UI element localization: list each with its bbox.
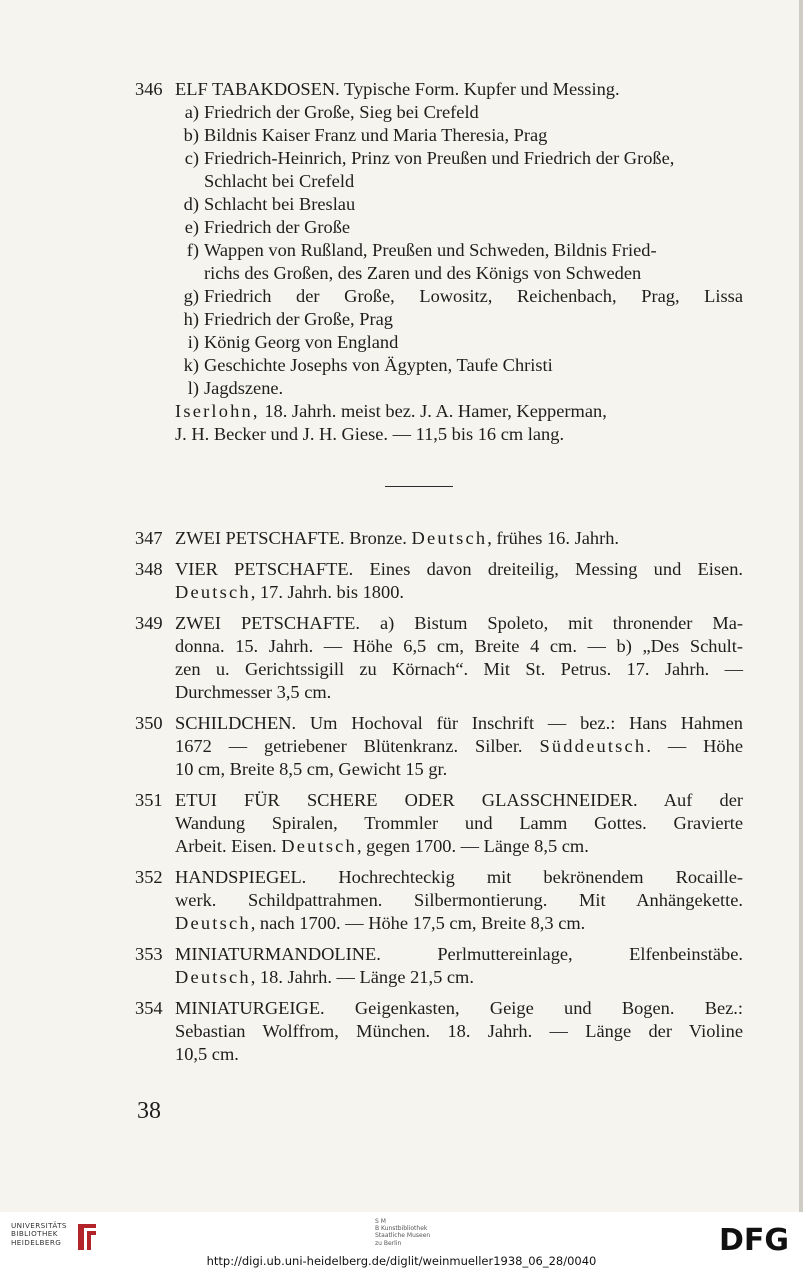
entry-text: VIER PETSCHAFTE. Eines davon dreiteilig, Messing und Eisen. [175, 559, 743, 579]
spaced-origin: Deutsch [281, 836, 357, 856]
sub-item [175, 239, 743, 285]
entry-line [175, 1043, 743, 1066]
entry-text: , gegen 1700. — Länge 8,5 cm. [356, 836, 589, 856]
catalog-entry-349 [135, 612, 743, 704]
sub-item-line: Friedrich der Große, Prag [204, 309, 393, 329]
sub-item-line: Friedrich der Große [204, 217, 351, 237]
sub-item-label: l) [187, 378, 199, 398]
entry-text: , 18. Jahrh. — Länge 21,5 cm. [250, 967, 474, 987]
sub-item-label: i) [187, 332, 199, 352]
spaced-origin: Deutsch [175, 913, 251, 933]
sub-item-line: Bildnis Kaiser Franz und Maria Theresia, Prag [204, 125, 548, 145]
entry-gap [135, 781, 743, 789]
stamp-line: B Kunstbibliothek [375, 1225, 428, 1233]
stamp-line: zu Berlin [375, 1239, 402, 1247]
entry-line [175, 758, 743, 781]
entry-gap [135, 935, 743, 943]
entry-text: werk. Schildpattrahmen. Silbermontierung. Mit Anhängekette. [175, 890, 743, 910]
entry-text: SCHILDCHEN. Um Hochoval für Inschrift — bez.: Hans Hahmen [175, 713, 743, 733]
sub-item-line: Friedrich-Heinrich, Prinz von Preußen und Friedrich der Große, [204, 148, 675, 168]
catalog-entry-352 [135, 866, 743, 935]
catalog-entry-351 [135, 789, 743, 858]
entry-text: Sebastian Wolffrom, München. 18. Jahrh. — Länge der Violine [175, 1021, 743, 1041]
spaced-origin: Süddeutsch [539, 736, 647, 756]
entry-line [175, 658, 743, 681]
sub-item [175, 101, 743, 124]
entry-line [175, 612, 743, 635]
university-line: HEIDELBERG [11, 1237, 62, 1247]
entry-line [175, 966, 743, 989]
sub-item [175, 354, 743, 377]
entry-line [175, 889, 743, 912]
entry-number: 349 [135, 613, 163, 633]
entry-line [175, 635, 743, 658]
entry-text: Arbeit. Eisen. [175, 836, 282, 856]
entry-text: ZWEI PETSCHAFTE. a) Bistum Spoleto, mit thronender Ma- [175, 613, 743, 633]
sub-item-label: f) [186, 240, 199, 260]
sub-item-line: Wappen von Rußland, Preußen und Schweden, Bildnis Fried- [204, 240, 657, 260]
sub-item-line: richs des Großen, des Zaren und des Königs von Schweden [204, 263, 642, 283]
entry-gap [135, 858, 743, 866]
entry-line [175, 943, 743, 966]
sub-item-label: b) [183, 125, 199, 145]
entry-number: 354 [135, 998, 163, 1018]
sub-item-line: Jagdszene. [204, 378, 284, 398]
entry-text: . — Höhe [646, 736, 743, 756]
university-line: UNIVERSITÄTS [11, 1221, 67, 1230]
university-logo-icon [74, 1220, 100, 1254]
sub-item [175, 216, 743, 239]
university-library-label [11, 1222, 67, 1247]
catalog-entry-347 [135, 527, 743, 550]
entry-text: , 17. Jahrh. bis 1800. [250, 582, 404, 602]
sub-item-line: König Georg von England [204, 332, 399, 352]
entry-line [175, 912, 743, 935]
entry-line [175, 812, 743, 835]
entry-text: HANDSPIEGEL. Hochrechteckig mit bekrönendem Rocaille- [175, 867, 743, 887]
entry-line [175, 1020, 743, 1043]
closing-text: 18. Jahrh. meist bez. J. A. Hamer, Kepperman, [259, 401, 607, 421]
entry-text: 10,5 cm. [175, 1044, 239, 1064]
entry-text: Wandung Spiralen, Trommler und Lamm Gottes. Gravierte [175, 813, 743, 833]
entry-gap [135, 704, 743, 712]
closing-line [175, 423, 743, 446]
catalog-text [135, 78, 743, 1066]
sub-item [175, 285, 743, 308]
entry-line [175, 789, 743, 812]
entry-line [175, 581, 743, 604]
sub-item-label: a) [184, 102, 199, 122]
sub-item [175, 147, 743, 193]
entry-line [175, 527, 743, 550]
catalog-entry-354 [135, 997, 743, 1066]
closing-line [175, 400, 743, 423]
entry-number: 353 [135, 944, 163, 964]
spaced-origin: Deutsch [175, 967, 251, 987]
entry-text: , frühes 16. Jahrh. [487, 528, 620, 548]
spaced-origin: Deutsch [411, 528, 488, 548]
entry-text: MINIATURGEIGE. Geigenkasten, Geige und Bogen. Bez.: [175, 998, 743, 1018]
entry-number: 346 [135, 79, 163, 99]
sub-item-label: c) [184, 148, 199, 168]
sub-item-label: d) [183, 194, 199, 214]
entry-number: 347 [135, 528, 163, 548]
section-divider [385, 486, 453, 487]
closing-text: J. H. Becker und J. H. Giese. — 11,5 bis 16 cm lang. [175, 424, 565, 444]
entry-text: ZWEI PETSCHAFTE. Bronze. [175, 528, 412, 548]
catalog-entry-353 [135, 943, 743, 989]
entry-line [175, 997, 743, 1020]
entry-gap [135, 989, 743, 997]
entry-number: 348 [135, 559, 163, 579]
entry-text: 10 cm, Breite 8,5 cm, Gewicht 15 gr. [175, 759, 448, 779]
sub-item-line: Schlacht bei Breslau [204, 194, 356, 214]
sub-item [175, 331, 743, 354]
entry-text: MINIATURMANDOLINE. Perlmuttereinlage, Elfenbeinstäbe. [175, 944, 743, 964]
source-url-link[interactable]: http://digi.ub.uni-heidelberg.de/diglit/weinmueller1938_06_28/0040 [206, 1254, 597, 1268]
library-stamp [375, 1218, 430, 1247]
catalog-entry-346 [135, 78, 743, 446]
sub-item [175, 377, 743, 400]
sub-item-line: Schlacht bei Crefeld [204, 171, 355, 191]
entry-number: 351 [135, 790, 163, 810]
entry-text: 1672 — getriebener Blütenkranz. Silber. [175, 736, 540, 756]
entry-text: Durchmesser 3,5 cm. [175, 682, 332, 702]
sub-item-label: e) [184, 217, 199, 237]
entry-number: 350 [135, 713, 163, 733]
sub-item-line: Geschichte Josephs von Ägypten, Taufe Christi [204, 355, 553, 375]
sub-item [175, 308, 743, 331]
entry-text: , nach 1700. — Höhe 17,5 cm, Breite 8,3 cm. [250, 913, 586, 933]
page-number: 38 [137, 1098, 161, 1124]
entry-text: zen u. Gerichtssigill zu Körnach“. Mit St. Petrus. 17. Jahrh. — [175, 659, 743, 679]
entry-gap [135, 604, 743, 612]
stamp-line: Staatliche Museen [375, 1232, 431, 1240]
entry-title-line: ELF TABAKDOSEN. Typische Form. Kupfer und Messing. [175, 79, 620, 99]
dfg-logo-icon [716, 1218, 792, 1258]
sub-item-list [175, 101, 743, 400]
spaced-origin: Iserlohn, [175, 401, 260, 421]
entry-text: ETUI FÜR SCHERE ODER GLASSCHNEIDER. Auf der [175, 790, 743, 810]
sub-item-line: Friedrich der Große, Sieg bei Crefeld [204, 102, 479, 122]
dfg-logo-text: DFG [718, 1223, 790, 1258]
entry-line [175, 681, 743, 704]
university-line: BIBLIOTHEK [11, 1229, 58, 1239]
entry-line [175, 712, 743, 735]
entry-list [135, 527, 743, 1066]
entry-line [175, 866, 743, 889]
entry-line [175, 735, 743, 758]
sub-item-label: k) [183, 355, 199, 375]
entry-line [175, 558, 743, 581]
sub-item-label: h) [183, 309, 199, 329]
sub-item [175, 124, 743, 147]
catalog-entry-348 [135, 558, 743, 604]
catalog-entry-350 [135, 712, 743, 781]
entry-line [175, 835, 743, 858]
sub-item-label: g) [183, 286, 199, 306]
stamp-line: S M [375, 1218, 386, 1225]
entry-number: 352 [135, 867, 163, 887]
entry-text: donna. 15. Jahrh. — Höhe 6,5 cm, Breite 4 cm. — b) „Des Schult- [175, 636, 743, 656]
entry-closing [175, 400, 743, 446]
sub-item-line: Friedrich der Große, Lowositz, Reichenbach, Prag, Lissa [204, 286, 743, 306]
sub-item [175, 193, 743, 216]
spaced-origin: Deutsch [175, 582, 251, 602]
entry-gap [135, 550, 743, 558]
